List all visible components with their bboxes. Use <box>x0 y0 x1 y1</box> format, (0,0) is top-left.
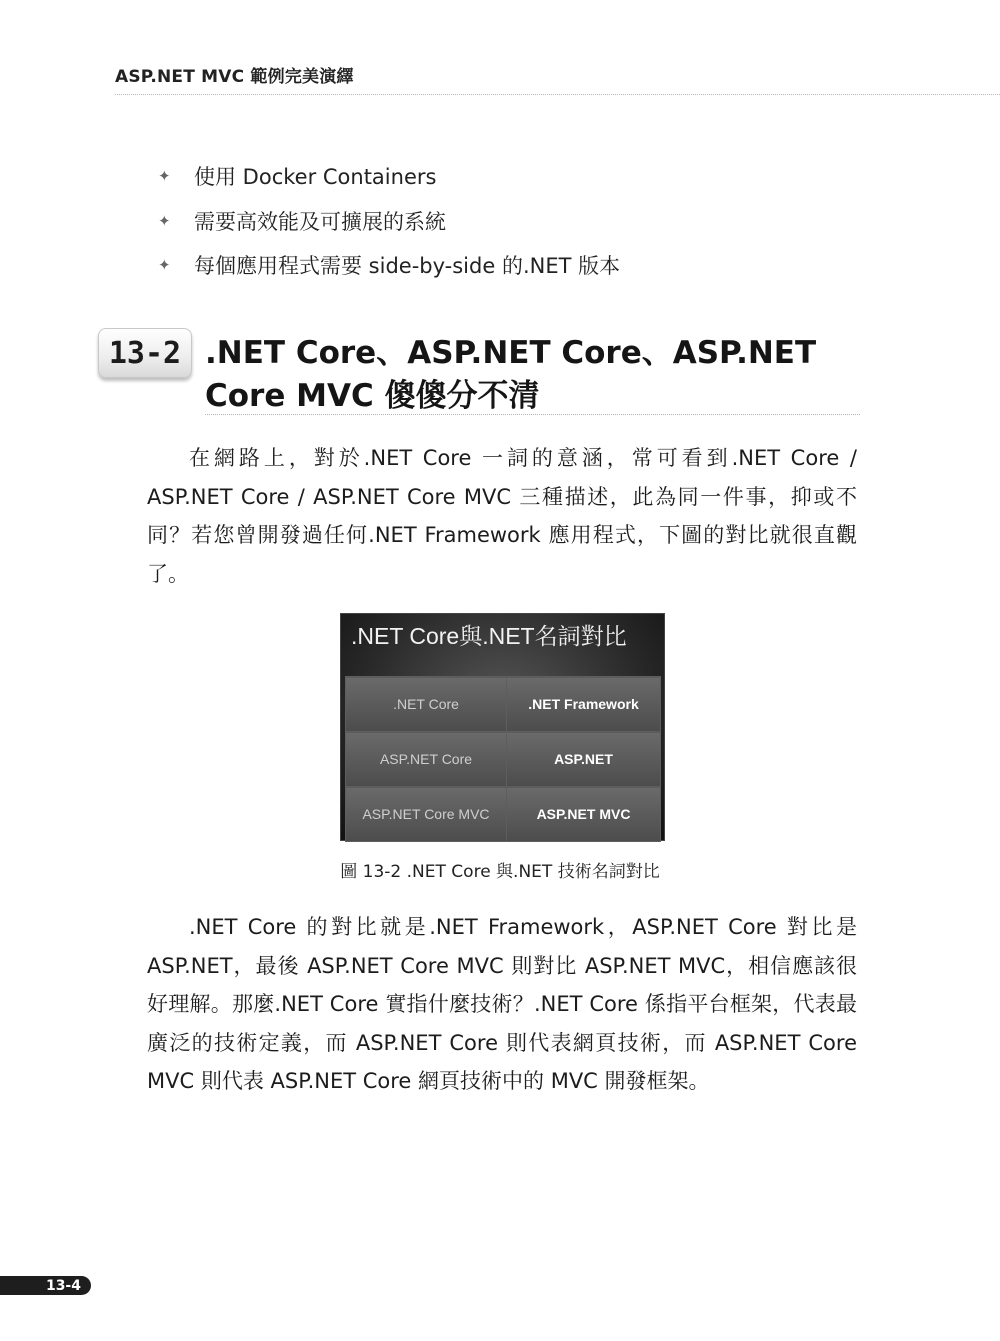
bullet-text: 使用 Docker Containers <box>194 165 437 190</box>
bullet-list <box>158 154 620 288</box>
four-point-star-icon: ✦ <box>158 256 171 275</box>
bullet-text: 每個應用程式需要 side-by-side 的.NET 版本 <box>194 254 621 279</box>
running-header: ASP.NET MVC 範例完美演繹 <box>115 67 354 87</box>
table-cell-core: ASP.NET Core MVC <box>346 787 507 842</box>
table-row <box>346 677 661 732</box>
page-number-tab <box>0 1276 91 1295</box>
body-paragraph: 在網路上，對於.NET Core 一詞的意涵，常可看到.NET Core / ASP.NET Core / ASP.NET Core MVC 三種描述，此為同一件事，抑或不同？若您曾開發過任何.NET Framework 應用程式，下圖的對比就很直觀了。 <box>147 446 857 586</box>
body-paragraph: .NET Core 的對比就是.NET Framework，ASP.NET Core 對比是 ASP.NET，最後 ASP.NET Core MVC 則對比 ASP.NET MVC，相信應該很好理解。那麼.NET Core 實指什麼技術？.NET Core 係指平台框架，代表最廣泛的技術定義，而 ASP.NET Core 則代表網頁技術，而 ASP.NET Core MVC 則代表 ASP.NET Core 網頁技術中的 MVC 開發框架。 <box>147 915 857 1093</box>
table-cell-framework: ASP.NET <box>507 732 661 787</box>
list-item <box>158 243 620 288</box>
page-number: 13-4 <box>45 1277 81 1294</box>
table-cell-core: .NET Core <box>346 677 507 732</box>
figure-title: .NET Core與.NET名詞對比 <box>351 623 627 649</box>
table-cell-framework: .NET Framework <box>507 677 661 732</box>
figure-caption: 圖 13-2 .NET Core 與.NET 技術名詞對比 <box>340 862 660 882</box>
section-title: .NET Core、ASP.NET Core、ASP.NET Core MVC 傻傻分不清 <box>205 335 817 414</box>
list-item <box>158 154 620 199</box>
table-cell-framework: ASP.NET MVC <box>507 787 661 842</box>
comparison-figure <box>340 613 665 841</box>
bullet-text: 需要高效能及可擴展的系統 <box>194 209 446 234</box>
section-number-badge: 13-2 <box>98 328 192 378</box>
table-cell-core: ASP.NET Core <box>346 732 507 787</box>
table-row <box>346 787 661 842</box>
section-title-divider <box>205 414 860 415</box>
header-divider <box>115 94 1000 95</box>
table-row <box>346 732 661 787</box>
comparison-table <box>345 676 661 842</box>
four-point-star-icon: ✦ <box>158 167 171 186</box>
list-item <box>158 199 620 244</box>
four-point-star-icon: ✦ <box>158 211 171 230</box>
